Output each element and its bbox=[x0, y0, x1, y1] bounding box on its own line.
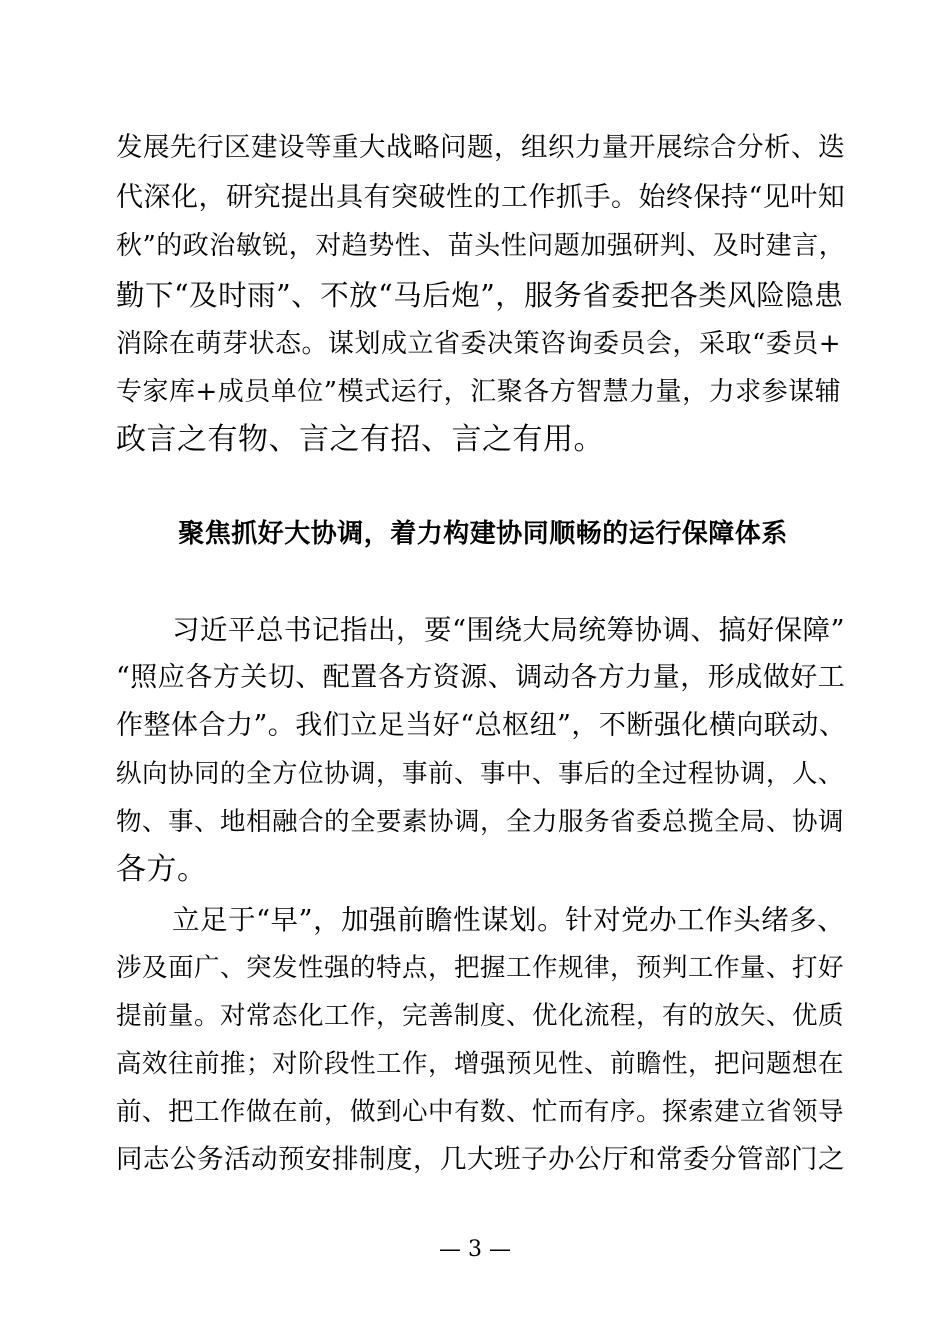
paragraph-line: 高效往前推；对阶段性工作，增强预见性、前瞻性，把问题想在 bbox=[116, 1049, 845, 1079]
paragraph-line: 纵向协同的全方位协调，事前、事中、事后的全过程协调，人、 bbox=[116, 759, 845, 789]
paragraph-line: 物、事、地相融合的全要素协调，全力服务省委总揽全局、协调 bbox=[116, 807, 845, 837]
paragraph-line: “照应各方关切、配置各方资源、调动各方力量，形成做好工 bbox=[116, 662, 846, 693]
paragraph-line: 勤下“及时雨”、不放“马后炮”，服务省委把各类风险隐患 bbox=[116, 279, 844, 312]
paragraph-line: 发展先行区建设等重大战略问题，组织力量开展综合分析、迭 bbox=[116, 132, 845, 163]
paragraph-line: 前、把工作做在前，做到心中有数、忙而有序。探索建立省领导 bbox=[116, 1097, 845, 1127]
paragraph-line: 涉及面广、突发性强的特点，把握工作规律，预判工作量、打好 bbox=[116, 953, 845, 983]
paragraph-line: 代深化，研究提出具有突破性的工作抓手。始终保持“见叶知 bbox=[116, 182, 846, 213]
paragraph-line: 专家库+成员单位”模式运行，汇聚各方智慧力量，力求参谋辅 bbox=[116, 377, 842, 407]
paragraph-line: 作整体合力”。我们立足当好“总枢纽”，不断强化横向联动、 bbox=[116, 710, 847, 741]
paragraph-line: 习近平总书记指出，要“围绕大局统筹协调、搞好保障” bbox=[172, 614, 846, 646]
paragraph-line: 秋”的政治敏锐，对趋势性、苗头性问题加强研判、及时建言， bbox=[116, 231, 846, 261]
section-heading: 聚焦抓好大协调，着力构建协同顺畅的运行保障体系 bbox=[178, 519, 788, 549]
paragraph-line: 立足于“早”，加强前瞻性谋划。针对党办工作头绪多、 bbox=[172, 904, 846, 936]
paragraph-line: 政言之有物、言之有招、言之有用。 bbox=[116, 422, 604, 457]
paragraph-line: 提前量。对常态化工作，完善制度、优化流程，有的放矢、优质 bbox=[116, 1001, 845, 1031]
paragraph-line: 各方。 bbox=[116, 852, 208, 887]
paragraph-line: 同志公务活动预安排制度，几大班子办公厅和常委分管部门之 bbox=[116, 1144, 845, 1175]
paragraph-line: 消除在萌芽状态。谋划成立省委决策咨询委员会，采取“委员+ bbox=[116, 329, 842, 359]
page-number: — 3 — bbox=[439, 1237, 511, 1262]
